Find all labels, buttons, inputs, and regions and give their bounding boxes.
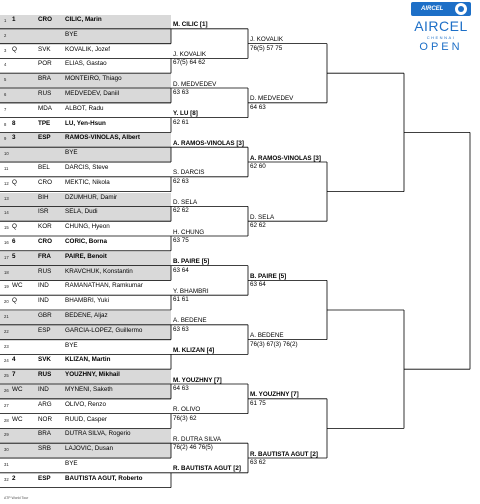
second-round-score: 63 64	[173, 266, 189, 274]
tennis-ball-icon	[455, 3, 467, 15]
second-round-winner-name: H. CHUNG	[173, 228, 205, 236]
draw-position-number: 19	[4, 284, 9, 290]
draw-position-number: 3	[4, 47, 7, 53]
country-code: SVK	[38, 45, 51, 53]
draw-position-number: 2	[4, 32, 7, 38]
draw-position-number: 32	[4, 476, 9, 482]
player-name: LAJOVIC, Dusan	[65, 445, 113, 453]
player-name: BYE	[65, 460, 78, 467]
seed-label: Q	[12, 178, 17, 186]
second-round-winner-name: A. RAMOS-VINOLAS [3]	[173, 139, 245, 147]
country-code: RUS	[38, 267, 52, 275]
seed-label: Q	[12, 297, 17, 305]
seed-label: 3	[12, 134, 16, 142]
seed-label: 2	[12, 474, 16, 482]
player-name: BEDENE, Aljaz	[65, 312, 108, 319]
seed-label: Q	[12, 223, 17, 231]
logo-sub-text: CHENNAI	[426, 35, 456, 40]
country-code: BIH	[38, 193, 49, 201]
second-round-score: 64 63	[173, 385, 189, 392]
draw-position-number: 29	[4, 432, 9, 438]
second-round-winner-name: J. KOVALIK	[173, 50, 207, 58]
player-name: DUTRA SILVA, Rogerio	[65, 430, 131, 438]
second-round-score: 67(5) 64 62	[173, 59, 206, 67]
player-name: KOVALIK, Jozef	[65, 45, 111, 53]
player-name: PAIRE, Benoit	[65, 252, 107, 260]
quarterfinal-score: 63 64	[250, 281, 266, 289]
draw-position-number: 9	[4, 136, 7, 142]
draw-position-number: 24	[4, 358, 9, 364]
second-round-score: 62 61	[173, 118, 189, 126]
quarterfinal-score: 76(5) 57 75	[250, 44, 283, 52]
country-code: MDA	[38, 104, 52, 112]
seed-label: WC	[12, 415, 23, 423]
second-round-score: 62 63	[173, 177, 189, 185]
seed-label: 8	[12, 119, 16, 127]
seed-label: 1	[12, 16, 16, 23]
second-round-score: 76(2) 46 76(5)	[173, 444, 213, 452]
country-code: IND	[38, 386, 49, 393]
draw-position-number: 23	[4, 343, 9, 349]
player-name: RUUD, Casper	[65, 415, 107, 423]
second-round-winner-name: S. DARCIS	[173, 169, 205, 177]
draw-position-number: 15	[4, 225, 9, 231]
quarterfinal-score: 76(3) 67(3) 76(2)	[250, 340, 298, 348]
player-name: MEKTIC, Nikola	[65, 178, 110, 186]
quarterfinal-winner-name: D. MEDVEDEV	[250, 95, 294, 103]
second-round-winner-name: Y. LU [8]	[173, 110, 198, 118]
second-round-winner-name: A. BEDENE	[173, 317, 207, 325]
quarterfinal-winner-name: A. BEDENE	[250, 332, 284, 340]
second-round-winner-name: R. OLIVO	[173, 406, 201, 414]
country-code: RUS	[38, 90, 52, 97]
second-round-score: 61 61	[173, 296, 189, 304]
player-name: DZUMHUR, Damir	[65, 193, 118, 201]
logo-open-text: OPEN	[419, 41, 463, 53]
player-name: SELA, Dudi	[65, 208, 98, 216]
draw-position-number: 25	[4, 373, 9, 379]
player-name: MEDVEDEV, Daniil	[65, 90, 120, 97]
draw-position-number: 5	[4, 77, 7, 83]
second-round-score: 63 75	[173, 237, 189, 244]
quarterfinal-winner-name: D. SELA	[250, 213, 275, 221]
draw-position-number: 26	[4, 388, 9, 393]
footer-note: ATP World Tour	[4, 496, 29, 500]
draw-position-number: 7	[4, 106, 7, 112]
quarterfinal-score: 62 62	[250, 222, 266, 230]
player-name: LU, Yen-Hsun	[65, 119, 106, 127]
country-code: FRA	[38, 252, 51, 260]
player-name: RAMOS-VINOLAS, Albert	[65, 134, 140, 142]
country-code: ESP	[38, 326, 51, 334]
draw-position-number: 16	[4, 240, 9, 245]
player-name: DARCIS, Steve	[65, 164, 109, 171]
seed-label: Q	[12, 45, 17, 53]
quarterfinal-winner-name: A. RAMOS-VINOLAS [3]	[250, 154, 322, 162]
country-code: POR	[38, 60, 52, 68]
country-code: ESP	[38, 474, 51, 482]
second-round-winner-name: D. SELA	[173, 198, 198, 206]
draw-position-number: 22	[4, 328, 9, 334]
country-code: IND	[38, 282, 49, 290]
country-code: CRO	[38, 16, 52, 23]
quarterfinal-winner-name: J. KOVALIK	[250, 36, 284, 44]
player-name: GARCIA-LOPEZ, Guillermo	[65, 326, 143, 334]
draw-position-number: 20	[4, 299, 9, 305]
second-round-winner-name: Y. BHAMBRI	[173, 287, 209, 295]
draw-position-number: 11	[4, 166, 9, 171]
draw-position-number: 21	[4, 314, 9, 319]
second-round-score: 76(3) 62	[173, 414, 197, 422]
seed-label: 6	[12, 238, 16, 245]
player-name: ELIAS, Gastao	[65, 60, 107, 68]
second-round-score: 63 63	[173, 89, 189, 96]
quarterfinal-score: 61 75	[250, 399, 266, 407]
quarterfinal-score: 62 60	[250, 163, 266, 170]
logo-main-text: AIRCEL	[414, 18, 468, 34]
country-code: SVK	[38, 356, 51, 364]
country-code: SRB	[38, 445, 51, 453]
player-name: BYE	[65, 30, 78, 38]
player-name: BAUTISTA AGUT, Roberto	[65, 474, 143, 482]
player-name: YOUZHNY, Mikhail	[65, 371, 120, 379]
player-name: BYE	[65, 149, 78, 157]
draw-position-number: 8	[4, 121, 7, 127]
logo-banner: AIRCEL	[411, 2, 471, 16]
second-round-winner-name: R. DUTRA SILVA	[173, 435, 222, 443]
quarterfinal-winner-name: B. PAIRE [5]	[250, 272, 287, 280]
player-name: MONTEIRO, Thiago	[65, 75, 122, 83]
seed-label: WC	[12, 282, 23, 290]
player-name: MYNENI, Saketh	[65, 386, 113, 393]
seed-label: WC	[12, 386, 23, 393]
player-name: CHUNG, Hyeon	[65, 223, 110, 231]
country-code: TPE	[38, 119, 51, 127]
country-code: GBR	[38, 312, 52, 319]
player-name: RAMANATHAN, Ramkumar	[65, 282, 143, 290]
draw-position-number: 18	[4, 269, 9, 275]
player-name: OLIVO, Renzo	[65, 400, 106, 408]
country-code: ESP	[38, 134, 51, 142]
seed-label: 4	[12, 356, 16, 364]
player-name: CILIC, Marin	[65, 16, 102, 23]
player-name: BHAMBRI, Yuki	[65, 297, 109, 305]
second-round-winner-name: M. CILIC [1]	[173, 21, 208, 29]
country-code: RUS	[38, 371, 52, 379]
country-code: BRA	[38, 75, 51, 83]
country-code: ARG	[38, 400, 52, 408]
draw-position-number: 1	[4, 18, 7, 23]
second-round-winner-name: D. MEDVEDEV	[173, 80, 217, 88]
second-round-winner-name: M. KLIZAN [4]	[173, 346, 215, 354]
country-code: BEL	[38, 164, 50, 171]
draw-position-number: 12	[4, 180, 9, 186]
draw-position-number: 31	[4, 462, 9, 467]
draw-position-number: 4	[4, 62, 7, 68]
draw-position-number: 27	[4, 402, 9, 408]
country-code: KOR	[38, 223, 52, 231]
quarterfinal-score: 64 63	[250, 103, 266, 111]
player-name: KLIZAN, Martin	[65, 356, 111, 364]
player-name: ALBOT, Radu	[65, 104, 104, 112]
country-code: IND	[38, 297, 49, 305]
quarterfinal-winner-name: M. YOUZHNY [7]	[250, 391, 299, 399]
draw-position-number: 17	[4, 254, 9, 260]
seed-label: 7	[12, 371, 16, 379]
draw-position-number: 10	[4, 151, 9, 157]
second-round-winner-name: B. PAIRE [5]	[173, 258, 210, 266]
player-name: CORIC, Borna	[65, 238, 107, 245]
second-round-score: 62 62	[173, 207, 189, 215]
player-name: BYE	[65, 341, 78, 349]
draw-position-number: 13	[4, 195, 9, 201]
draw-position-number: 6	[4, 92, 7, 97]
aircel-chennai-open-logo	[411, 2, 471, 64]
quarterfinal-score: 63 62	[250, 459, 266, 466]
seed-label: 5	[12, 252, 16, 260]
country-code: CRO	[38, 178, 52, 186]
draw-position-number: 30	[4, 447, 9, 453]
country-code: CRO	[38, 238, 52, 245]
country-code: ISR	[38, 208, 49, 216]
country-code: NOR	[38, 415, 52, 423]
draw-position-number: 14	[4, 210, 9, 216]
country-code: BRA	[38, 430, 51, 438]
draw-position-number: 28	[4, 417, 9, 423]
second-round-winner-name: R. BAUTISTA AGUT [2]	[173, 465, 241, 473]
second-round-winner-name: M. YOUZHNY [7]	[173, 376, 222, 384]
quarterfinal-winner-name: R. BAUTISTA AGUT [2]	[250, 450, 318, 458]
player-name: KRAVCHUK, Konstantin	[65, 267, 133, 275]
second-round-score: 63 63	[173, 325, 189, 333]
